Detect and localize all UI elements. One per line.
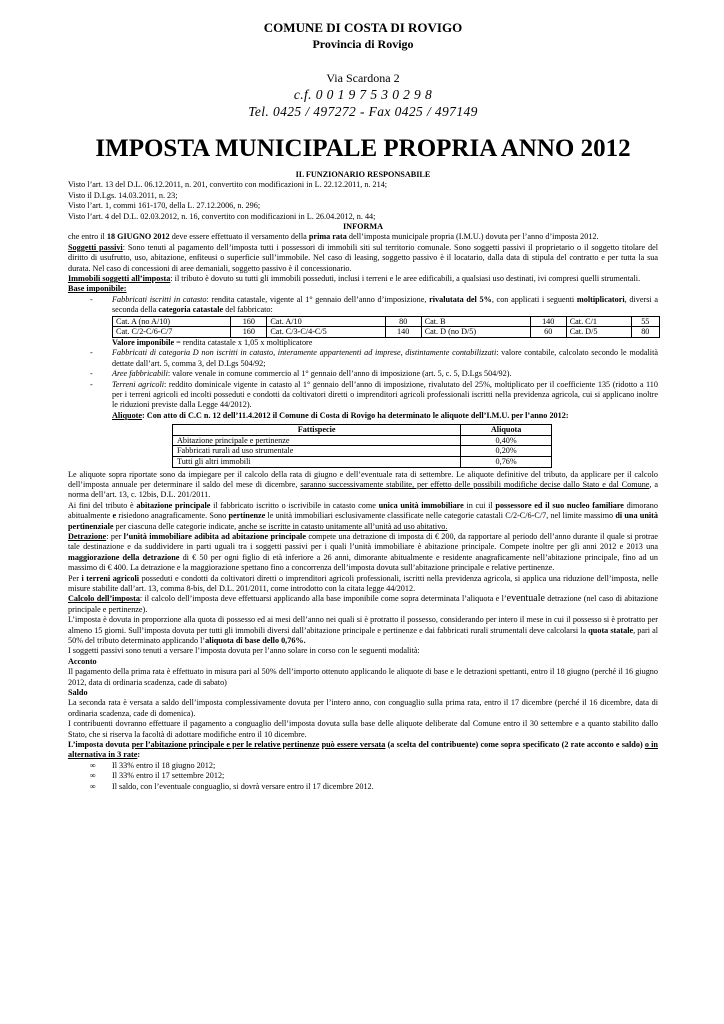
funzionario-heading: IL FUNZIONARIO RESPONSABILE	[295, 170, 431, 179]
table-row	[173, 435, 552, 446]
table-cell: 160	[231, 327, 267, 338]
table-cell: Cat. C/1	[566, 316, 631, 327]
saldo-heading: Saldo	[68, 688, 88, 698]
table-cell: Fabbricati rurali ad uso strumentale	[173, 446, 461, 457]
visto-list	[68, 180, 658, 222]
table-cell: 55	[631, 316, 659, 327]
table-cell: 80	[631, 327, 659, 338]
aliquote-note-paragraph: Le aliquote sopra riportate sono da impiegare per il calcolo della rata di giugno e dell’eventuale rata di settembre. Le aliquote definitive del tributo, da applicare per il calcolo dell’imposta annuale per determinare il saldo del mese di dicembre, saranno successivamente stabilite, per effetto delle possibili modifiche decise dallo Stato e dal Comune, a norma dell’art. 13, c. 12bis, D.L. 201/2011.	[68, 469, 659, 500]
table-cell: 80	[385, 316, 421, 327]
base-imponibile-list	[68, 295, 658, 316]
fabbricati-item: - Fabbricati iscritti in catasto: rendita catastale, vigente al 1° gennaio dell’anno d’imposizione, rivalutata del 5%, con applicati i seguenti moltiplicatori, diversi a seconda della categoria catastale del fabbricato:	[68, 295, 658, 316]
visto-item: Visto il D.Lgs. 14.03.2011, n. 23;	[68, 190, 178, 200]
visto-item: Visto l’art. 13 del D.L. 06.12.2011, n. 201, convertito con modificazioni in L. 22.12.2011, n. 214;	[68, 180, 388, 190]
table-row	[173, 456, 552, 467]
rate-list	[68, 761, 658, 792]
list-item: ∞ Il saldo, con l’eventuale conguaglio, si dovrà versare entro il 17 dicembre 2012.	[68, 782, 658, 792]
table-cell: 0,20%	[461, 446, 552, 457]
aree-fabbricabili-item: - Aree fabbricabili: valore venale in comune commercio al 1° gennaio dell’anno di imposizione (art. 5, c. 5, D.Lgs 504/92).	[68, 369, 658, 379]
detrazione-paragraph: Detrazione: per l’unità immobiliare adibita ad abitazione principale compete una detrazione di imposta di € 200, da rapportare al periodo dell’anno durante il quale si protrae tale destinazione e da suddividere in parti uguali tra i soggetti passivi per i quali l’unità immobiliare è abitazione principale. Compete inoltre per gli anni 2012 e 2013 una maggiorazione della detrazione di € 50 per ogni figlio di età inferiore a 26 anni, dimorante abitualmente e residente anagraficamente nell’abitazione principale, fino ad un massimo di € 400. La detrazione e la maggiorazione spettano fino a concorrenza dell’imposta dovuta sull’abitazione principale e relative pertinenze.	[68, 531, 658, 573]
intro-paragraph: che entro il 18 GIUGNO 2012 deve essere effettuato il versamento della prima rata dell’imposta municipale propria (I.M.U.) dovuta per l’anno d’imposta 2012.	[68, 232, 599, 242]
document-page	[68, 20, 658, 792]
informa-heading: INFORMA	[342, 222, 384, 232]
table-cell: 0,40%	[461, 435, 552, 446]
abitazione-principale-paragraph: Ai fini del tributo è abitazione principale il fabbricato iscritto o iscrivibile in catasto come unica unità immobiliare in cui il possessore ed il suo nucleo familiare dimorano abitualmente e risiedono anagraficamente. Sono pertinenze le unità immobiliari esclusivamente classificate nelle categorie catastali C/2-C/6-C/7, nel limite massimo di una unità pertinenziale per ciascuna delle categorie indicate, anche se iscritte in catasto unitamente all’unità ad uso abitativo.	[68, 500, 658, 531]
terreni-paragraph: Per i terreni agricoli posseduti e condotti da coltivatori diretti o imprenditori agricoli professionali, iscritti nella previdenza agricola, si applica una riduzione dell’imposta, nelle misure stabilite dall’art. 13, comma 8-bis, del D.L. 201/2011, come introdotto con la citata legge 44/2012.	[68, 573, 658, 593]
table-cell: Cat. B	[421, 316, 530, 327]
list-item: ∞ Il 33% entro il 18 giugno 2012;	[68, 761, 658, 771]
table-cell: Tutti gli altri immobili	[173, 456, 461, 467]
table-cell: 140	[530, 316, 566, 327]
base-imponibile-heading: Base imponibile:	[68, 284, 127, 294]
document-title: IMPOSTA MUNICIPALE PROPRIA ANNO 2012	[95, 135, 631, 162]
address: Via Scardona 2	[326, 71, 400, 85]
base-imponibile-list-2	[68, 348, 658, 410]
table-cell: Cat. C/2-C/6-C/7	[113, 327, 231, 338]
moltiplicatori-table	[112, 316, 660, 338]
table-cell: 140	[385, 327, 421, 338]
saldo-paragraph: La seconda rata è versata a saldo dell’imposta complessivamente dovuta per l’intero anno, con conguaglio sulla prima rata, entro il 17 dicembre (perché il 16 dicembre, data di ordinaria scadenza, cade di domenica).	[68, 698, 658, 718]
provincia-name: Provincia di Rovigo	[312, 37, 414, 51]
categoria-d-item: - Fabbricati di categoria D non iscritti in catasto, interamente appartenenti ad imprese, distintamente contabilizzati: valore contabile, calcolato secondo le modalità dettate dall’art. 5, comma 3, del D.Lgs 504/92;	[68, 348, 658, 369]
table-row	[113, 327, 660, 338]
table-cell: Cat. C/3-C/4-C/5	[267, 327, 385, 338]
table-header-row	[173, 425, 552, 436]
visto-item: Visto l’art. 4 del D.L. 02.03.2012, n. 16, convertito con modificazioni in L. 26.04.2012, n. 44;	[68, 211, 376, 221]
aliquote-table	[172, 424, 552, 467]
column-header: Aliquota	[461, 425, 552, 436]
comune-name: COMUNE DI COSTA DI ROVIGO	[263, 20, 463, 35]
table-cell: Cat. D/5	[566, 327, 631, 338]
table-cell: 160	[231, 316, 267, 327]
table-cell: Cat. A/10	[267, 316, 385, 327]
table-row	[173, 446, 552, 457]
column-header: Fattispecie	[173, 425, 461, 436]
table-row	[113, 316, 660, 327]
valore-imponibile: Valore imponibile = rendita catastale x 1,05 x moltiplicatore	[112, 337, 313, 347]
calcolo-paragraph: Calcolo dell’imposta: il calcolo dell’imposta deve effettuarsi applicando alla base imponibile come sopra determinata l’aliquota e l’eventuale detrazione (nel caso di abitazione principale e pertinenze).	[68, 593, 659, 614]
modalita-paragraph: I soggetti passivi sono tenuti a versare l’imposta dovuta per l’anno solare in corso con le seguenti modalità:	[68, 646, 420, 656]
table-cell: Cat. D (no D/5)	[421, 327, 530, 338]
codice-fiscale: c.f. 0 0 1 9 7 5 3 0 2 9 8	[293, 87, 433, 102]
immobili-paragraph: Immobili soggetti all’imposta: il tributo è dovuto su tutti gli immobili posseduti, inclusi i terreni e le aree edificabili, a qualsiasi uso destinati, ivi compresi quelli strumentali.	[68, 274, 641, 284]
telephone-fax: Tel. 0425 / 497272 - Fax 0425 / 497149	[248, 104, 478, 119]
terreni-agricoli-item: - Terreni agricoli: reddito dominicale vigente in catasto al 1° gennaio dell’anno di imposizione, rivalutato del 25%, moltiplicato per il coefficiente 135 (ridotto a 110 per i terreni agricoli ed incolti posseduti e condotti da coltivatori diretti o imprenditori agricoli professionali iscritti nella previdenza agricola, cui si applicano inoltre le riduzioni previste dalla Legge 44/2012).	[68, 380, 658, 411]
imposta-paragraph: L’imposta è dovuta in proporzione alla quota di possesso ed ai mesi dell’anno nei quali si è protratto il possesso, considerando per intero il mese in cui il possesso si è protratto per almeno 15 giorni. Sull’imposta dovuta per tutti gli immobili diversi dall’abitazione principale e pertinenze e dai fabbricati rurali strumentali deve calcolarsi la quota statale, pari al 50% del tributo determinato applicando l’aliquota di base dello 0,76%.	[68, 615, 658, 645]
aliquote-paragraph: Aliquote: Con atto di C.C n. 12 dell’11.4.2012 il Comune di Costa di Rovigo ha determinato le aliquote dell’I.M.U. per l’anno 2012:	[112, 410, 569, 420]
acconto-heading: Acconto	[68, 656, 97, 666]
conguaglio-paragraph: I contribuenti dovranno effettuare il pagamento a conguaglio dell’imposta dovuta sulla base delle aliquote deliberate dal Comune entro il 30 settembre e a quanto stabilito dallo Stato, che si riserva la facoltà di adottare modifiche entro il 10 dicembre.	[68, 719, 658, 739]
table-cell: 60	[530, 327, 566, 338]
final-paragraph: L’imposta dovuta per l’abitazione principale e per le relative pertinenze può essere versata (a scelta del contribuente) come sopra specificato (2 rate acconto e saldo) o in alternativa in 3 rate:	[68, 740, 658, 760]
list-item: ∞ Il 33% entro il 17 settembre 2012;	[68, 771, 658, 781]
table-cell: Abitazione principale e pertinenze	[173, 435, 461, 446]
visto-item: Visto l’art. 1, commi 161-170, della L. 27.12.2006, n. 296;	[68, 201, 261, 211]
table-cell: 0,76%	[461, 456, 552, 467]
soggetti-passivi-paragraph: Soggetti passivi: Sono tenuti al pagamento dell’imposta tutti i possessori di immobili siti sul territorio comunale. Sono soggetti passivi il proprietario o il soggetto titolare del diritto di usufrutto, uso, abitazione, enfiteusi o superficie sull’immobile. Nel caso di leasing, soggetto passivo è il locatario, dalla data di stipula del contratto e per tutta la sua durata. Nel caso di concessioni di aree demaniali, soggetto passivo è il concessionario.	[68, 242, 658, 273]
acconto-paragraph: Il pagamento della prima rata è effettuato in misura pari al 50% dell’importo ottenuto applicando le aliquote di base e le detrazioni spettanti, entro il 18 giugno (perché il 16 giugno 2012, data di ordinaria scadenza, cade di sabato)	[68, 667, 658, 687]
table-cell: Cat. A (no A/10)	[113, 316, 231, 327]
